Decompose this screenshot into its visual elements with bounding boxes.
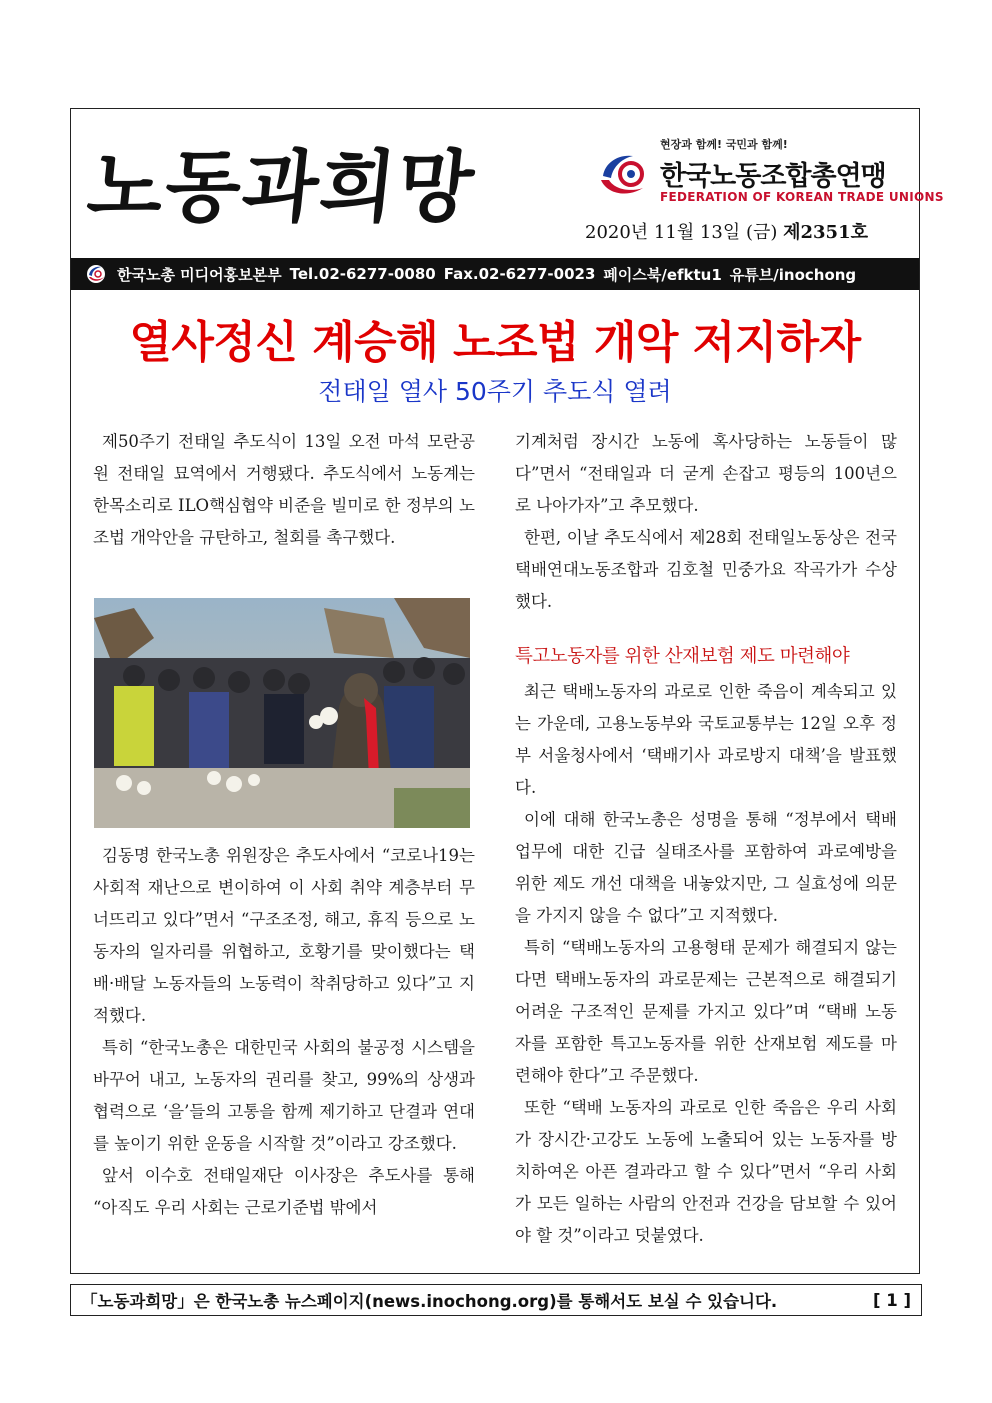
band-tel: Tel.02-6277-0080: [289, 265, 436, 283]
left-column-top: [93, 426, 475, 554]
issue-date-line: [585, 218, 915, 244]
right-column-top: [515, 426, 897, 618]
page-footer: [70, 1284, 922, 1316]
band-org: 한국노총 미디어홍보본부: [117, 265, 282, 284]
federation-mini-logo-icon: [85, 264, 107, 284]
article-paragraph: 최근 택배노동자의 과로로 인한 죽음이 계속되고 있는 가운데, 고용노동부와 국토교통부는 12일 오후 정부 서울청사에서 ‘택배기사 과로방지 대책’을 발표했다.: [515, 682, 897, 797]
main-headline: 열사정신 계승해 노조법 개악 저지하자: [129, 317, 861, 368]
federation-logo-icon: [597, 150, 655, 200]
band-facebook[interactable]: 페이스북/efktu1: [603, 265, 722, 284]
left-column-bottom: [93, 840, 475, 1224]
band-youtube[interactable]: 유튜브/inochong: [729, 265, 857, 284]
sub-headline: 전태일 열사 50주기 추도식 열려: [318, 377, 672, 406]
section-heading: 특고노동자를 위한 산재보험 제도 마련해야: [515, 646, 850, 667]
issue-date: 2020년 11월 13일 (금): [585, 222, 778, 243]
page-number: [ 1 ]: [872, 1290, 911, 1310]
article-paragraph: 한편, 이날 추도식에서 제28회 전태일노동상은 전국택배연대노동조합과 김호철 민중가요 작곡가가 수상했다.: [515, 528, 897, 611]
contact-band: [71, 258, 919, 290]
article-paragraph: 이에 대해 한국노총은 성명을 통해 “정부에서 택배업무에 대한 긴급 실태조사를 포함하여 과로예방을 위한 제도 개선 대책을 내놓았지만, 그 실효성에 의문을 가지지 않을 수 없다”고 지적했다.: [515, 810, 897, 925]
federation-name-korean: 한국노동조합총연맹: [660, 161, 886, 192]
federation-slogan: 현장과 함께! 국민과 함께!: [660, 138, 788, 151]
article-paragraph: 특히 “택배노동자의 고용형태 문제가 해결되지 않는다면 택배노동자의 과로문제는 근본적으로 해결되기 어려운 구조적인 문제를 가지고 있다”며 “택배 노동자를 포함한 특고노동자를 위한 산재보험 제도를 마련해야 한다”고 주문했다.: [515, 938, 897, 1085]
article-paragraph: 또한 “택배 노동자의 과로로 인한 죽음은 우리 사회가 장시간·고강도 노동에 노출되어 있는 노동자를 방치하여온 아픈 결과라고 할 수 있다”면서 “우리 사회가 모든 일하는 사람의 안전과 건강을 담보할 수 있어야 할 것”이라고 덧붙였다.: [515, 1098, 897, 1245]
issue-number: 제2351호: [783, 222, 868, 243]
article-paragraph: 김동명 한국노총 위원장은 추도사에서 “코로나19는 사회적 재난으로 변이하여 이 사회 취약 계층부터 무너뜨리고 있다”면서 “구조조정, 해고, 휴직 등으로 노동자의 일자리를 위협하고, 호황기를 맞이했다는 택배·배달 노동자들의 노동력이 착취당하고 있다”고 지적했다.: [93, 846, 475, 1025]
right-column-bottom: [515, 676, 897, 1252]
article-paragraph: 앞서 이수호 전태일재단 이사장은 추도사를 통해 “아직도 우리 사회는 근로기준법 밖에서: [93, 1166, 475, 1217]
federation-name-english: FEDERATION OF KOREAN TRADE UNIONS: [660, 190, 944, 204]
footer-note: 「노동과희망」은 한국노총 뉴스페이지(news.inochong.org)를 통해서도 보실 수 있습니다.: [81, 1292, 778, 1311]
band-fax: Fax.02-6277-0023: [443, 265, 596, 283]
newsletter-title: 노동과희망: [83, 142, 480, 233]
article-paragraph: 특히 “한국노총은 대한민국 사회의 불공정 시스템을 바꾸어 내고, 노동자의 권리를 찾고, 99%의 상생과 협력으로 ‘을’들의 고통을 함께 제기하고 단결과 연대를 높이기 위한 운동을 시작할 것”이라고 강조했다.: [93, 1038, 475, 1153]
article-paragraph: 기계처럼 장시간 노동에 혹사당하는 노동들이 많다”면서 “전태일과 더 굳게 손잡고 평등의 100년으로 나아가자”고 추모했다.: [515, 432, 897, 515]
memorial-photo: [94, 598, 470, 828]
article-paragraph: 제50주기 전태일 추도식이 13일 오전 마석 모란공원 전태일 묘역에서 거행됐다. 추도식에서 노동계는 한목소리로 ILO핵심협약 비준을 빌미로 한 정부의 노조법 개악안을 규탄하고, 철회를 촉구했다.: [93, 432, 475, 547]
